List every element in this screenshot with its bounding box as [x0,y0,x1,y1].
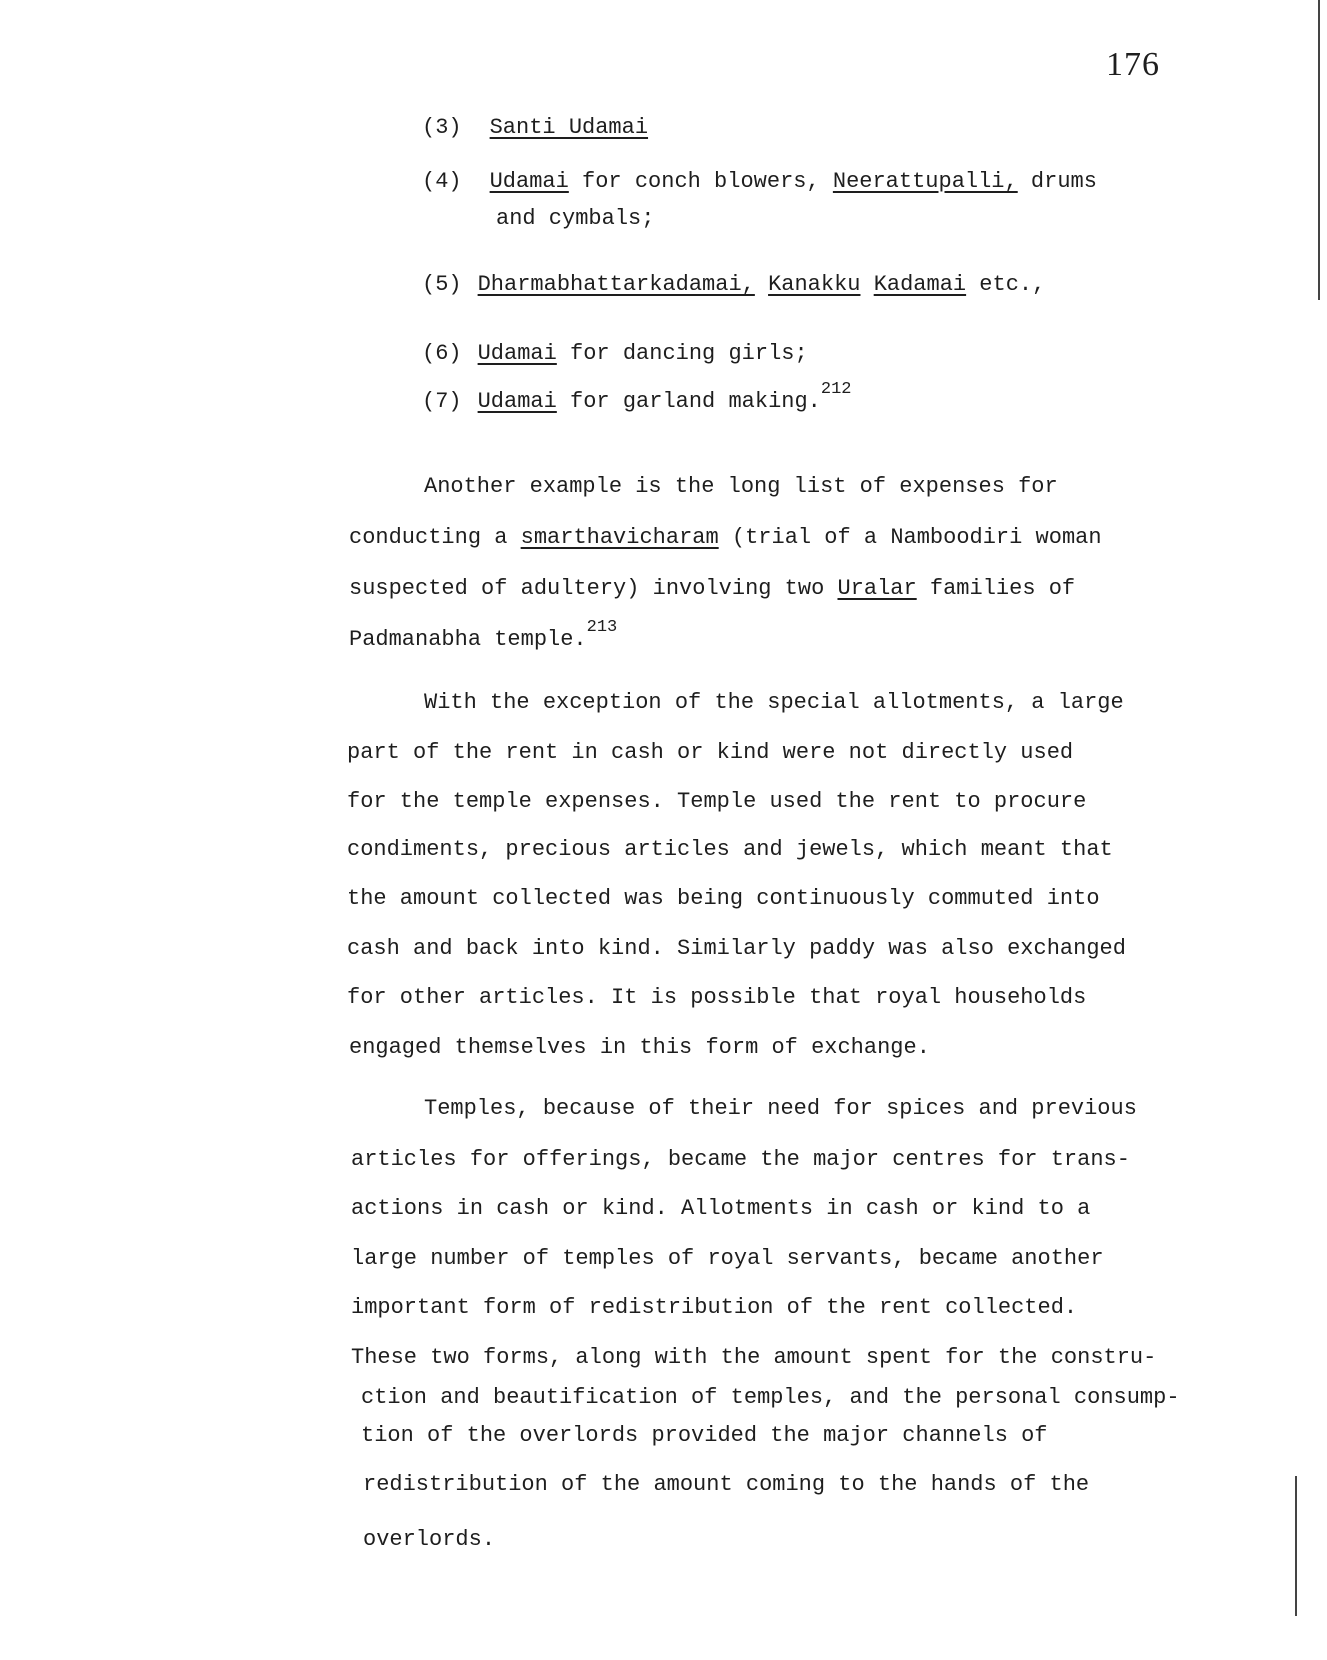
list-number: (3) [422,115,462,140]
paragraph-line: actions in cash or kind. Allotments in cash or kind to a [351,1196,1091,1221]
list-text [860,272,873,297]
paragraph-line: Another example is the long list of expenses for [424,474,1058,499]
list-term: Kadamai [873,272,967,297]
scan-edge-line [1318,0,1320,300]
page-number: 176 [1106,46,1160,83]
paragraph-line: engaged themselves in this form of exchange. [349,1035,930,1060]
list-item [422,110,648,146]
paragraph-line: for other articles. It is possible that royal households [347,985,1087,1010]
paragraph-line: overlords. [363,1527,496,1552]
list-item [422,380,852,420]
list-term: Dharmabhattarkadamai, [477,272,755,297]
text-span: Padmanabha temple. [349,627,587,652]
list-text: drums [1017,169,1097,194]
paragraph-line: important form of redistribution of the rent collected. [351,1295,1078,1320]
footnote-ref: 212 [820,380,852,399]
paragraph-line: large number of temples of royal servants, became another [351,1246,1104,1271]
list-item-continuation: and cymbals; [496,206,655,231]
term: smarthavicharam [520,525,719,550]
paragraph-line: These two forms, along with the amount spent for the constru- [351,1345,1157,1370]
list-term: Kanakku [768,272,861,297]
paragraph-line: ction and beautification of temples, and the personal consump- [361,1385,1180,1410]
list-item [422,267,1045,303]
list-number: (7) [422,389,462,414]
paragraph-line [349,618,618,652]
list-number: (4) [422,169,462,194]
list-text: for garland making. [556,389,821,414]
text-span: conducting a [349,525,521,550]
list-term: Neerattupalli, [832,169,1018,194]
paragraph-line: condiments, precious articles and jewels, which meant that [347,837,1113,862]
list-item [422,336,808,372]
list-term: Santi Udamai [489,115,649,140]
text-span: suspected of adultery) involving two [349,576,838,601]
paragraph-line: the amount collected was being continuously commuted into [347,886,1100,911]
list-text: for dancing girls; [556,341,808,366]
scan-edge-line [1295,1476,1297,1616]
list-term: Udamai [489,169,569,194]
term: Uralar [837,576,917,601]
list-term: Udamai [477,389,557,414]
footnote-ref: 213 [586,618,618,637]
list-text: etc., [966,272,1046,297]
paragraph-line: Temples, because of their need for spices and previous [424,1096,1137,1121]
paragraph-line: part of the rent in cash or kind were not directly used [347,740,1074,765]
paragraph-line [349,576,1075,601]
list-term: Udamai [477,341,557,366]
paragraph-line: for the temple expenses. Temple used the rent to procure [347,789,1087,814]
list-item [422,164,1097,200]
text-span: (trial of a Namboodiri woman [718,525,1102,550]
list-text: for conch blowers, [568,169,833,194]
paragraph-line: tion of the overlords provided the major channels of [361,1423,1048,1448]
paragraph-line: redistribution of the amount coming to the hands of the [363,1472,1090,1497]
paragraph-line: articles for offerings, became the major centres for trans- [351,1147,1130,1172]
paragraph-line [349,525,1102,550]
paragraph-line: With the exception of the special allotments, a large [424,690,1124,715]
paragraph-line: cash and back into kind. Similarly paddy was also exchanged [347,936,1126,961]
list-number: (6) [422,341,462,366]
list-text [755,272,768,297]
text-span: families of [916,576,1076,601]
list-number: (5) [422,272,462,297]
